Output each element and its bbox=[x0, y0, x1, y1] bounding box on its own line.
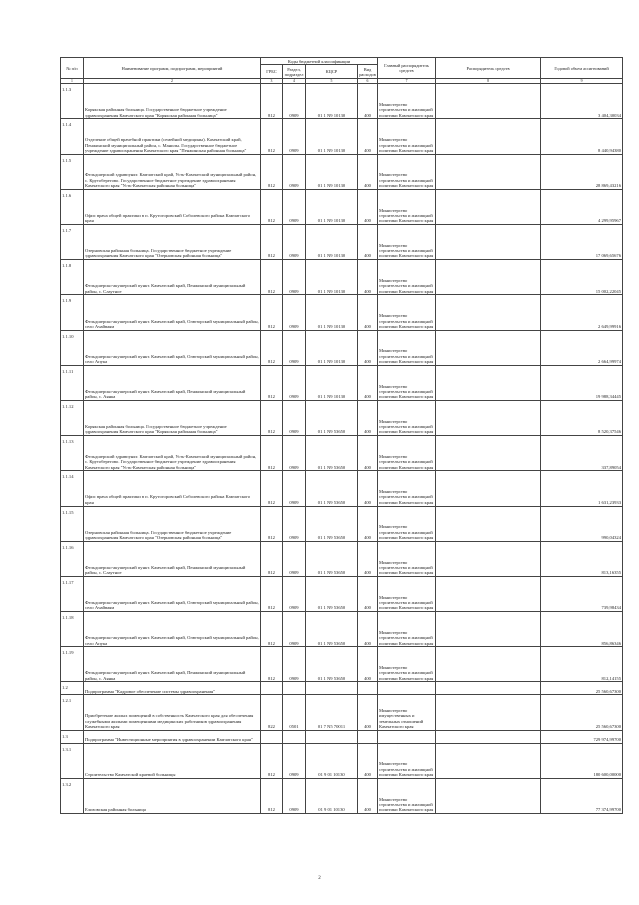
row-rzpr: 0909 bbox=[283, 84, 306, 119]
row-amount: 729 974,99700 bbox=[541, 730, 623, 743]
row-rzpr bbox=[283, 682, 306, 695]
row-grbs: 812 bbox=[261, 743, 283, 778]
row-vr: 400 bbox=[358, 295, 378, 330]
row-vr: 400 bbox=[358, 778, 378, 813]
row-main-manager: Министерство строительства и жилищной политики Камчатского края bbox=[378, 778, 436, 813]
row-main-manager: Министерство строительства и жилищной политики Камчатского края bbox=[378, 154, 436, 189]
table-row bbox=[61, 295, 623, 330]
header-num: № п/п bbox=[61, 58, 84, 79]
header-row-top bbox=[61, 58, 623, 65]
budget-document bbox=[60, 57, 622, 814]
row-number: 1.1.12 bbox=[61, 400, 84, 435]
row-vr: 400 bbox=[358, 84, 378, 119]
row-grbs: 812 bbox=[261, 189, 283, 224]
table-row bbox=[61, 154, 623, 189]
table-row bbox=[61, 330, 623, 365]
row-manager bbox=[436, 612, 541, 647]
row-main-manager: Министерство строительства и жилищной политики Камчатского края bbox=[378, 260, 436, 295]
row-grbs: 822 bbox=[261, 695, 283, 730]
row-name: Фельдшерско-акушерский пункт. Камчатский край, Олюторский муниципальный район, село Апука bbox=[84, 330, 261, 365]
row-name: Фельдшерско-акушерский пункт. Камчатский край, Пенжинский муниципальный район, с. Слаутное bbox=[84, 541, 261, 576]
row-name: Фельдшерско-акушерский пункт. Камчатский край, Олюторский муниципальный район, село Ачайваям bbox=[84, 295, 261, 330]
row-number: 1.1.14 bbox=[61, 471, 84, 506]
row-vr: 400 bbox=[358, 436, 378, 471]
row-manager bbox=[436, 576, 541, 611]
row-kcsr: 01 1 N9 10130 bbox=[306, 330, 358, 365]
row-kcsr: 01 1 N9 10130 bbox=[306, 84, 358, 119]
row-grbs: 812 bbox=[261, 225, 283, 260]
row-grbs: 812 bbox=[261, 119, 283, 154]
row-number: 1.2.1 bbox=[61, 695, 84, 730]
row-manager bbox=[436, 295, 541, 330]
table-row bbox=[61, 436, 623, 471]
row-main-manager: Министерство строительства и жилищной политики Камчатского края bbox=[378, 295, 436, 330]
row-main-manager: Министерство строительства и жилищной политики Камчатского края bbox=[378, 119, 436, 154]
row-name: Озерновская районная больница. Государственное бюджетное учреждение здравоохранения Камчатского края "Озерновская районная больница" bbox=[84, 225, 261, 260]
row-number: 1.1.13 bbox=[61, 436, 84, 471]
row-number: 1.3 bbox=[61, 730, 84, 743]
row-vr bbox=[358, 682, 378, 695]
row-amount: 813,16355 bbox=[541, 541, 623, 576]
row-kcsr: 01 1 N9 10130 bbox=[306, 189, 358, 224]
row-rzpr: 0909 bbox=[283, 778, 306, 813]
index-cell: 9 bbox=[541, 79, 623, 84]
row-vr: 400 bbox=[358, 506, 378, 541]
table-row bbox=[61, 365, 623, 400]
row-number: 1.1.3 bbox=[61, 84, 84, 119]
row-amount: 990,04324 bbox=[541, 506, 623, 541]
row-name: Фельдшерский здравпункт. Камчатский край, Усть-Камчатский муниципальный район, с. Крутоберегово. Государственное бюджетное учреждение здравоохранения Камчатского края "Усть-Камчатская районная больница" bbox=[84, 154, 261, 189]
index-cell: 4 bbox=[283, 79, 306, 84]
row-vr: 400 bbox=[358, 330, 378, 365]
row-main-manager: Министерство строительства и жилищной политики Камчатского края bbox=[378, 647, 436, 682]
row-main-manager: Министерство строительства и жилищной политики Камчатского края bbox=[378, 189, 436, 224]
row-manager bbox=[436, 119, 541, 154]
row-amount: 28 869,43216 bbox=[541, 154, 623, 189]
table-row bbox=[61, 260, 623, 295]
row-vr: 400 bbox=[358, 365, 378, 400]
row-grbs: 812 bbox=[261, 647, 283, 682]
row-name: Отделение общей врачебной практики (семейной медицины). Камчатский край, Пенжинский муниципальный район, с. Манилы. Государственное бюджетное учреждение здравоохранения Камчатского края "Пенжинская районная больница" bbox=[84, 119, 261, 154]
index-cell: 8 bbox=[436, 79, 541, 84]
row-manager bbox=[436, 743, 541, 778]
row-manager bbox=[436, 682, 541, 695]
row-rzpr: 0909 bbox=[283, 436, 306, 471]
row-number: 1.1.17 bbox=[61, 576, 84, 611]
row-grbs: 812 bbox=[261, 612, 283, 647]
row-main-manager: Министерство строительства и жилищной политики Камчатского края bbox=[378, 225, 436, 260]
row-kcsr: 01 1 N9 10130 bbox=[306, 295, 358, 330]
row-rzpr: 0909 bbox=[283, 576, 306, 611]
row-vr: 400 bbox=[358, 154, 378, 189]
row-manager bbox=[436, 506, 541, 541]
row-manager bbox=[436, 695, 541, 730]
row-amount: 25 560,67300 bbox=[541, 695, 623, 730]
row-vr: 400 bbox=[358, 119, 378, 154]
row-kcsr: 01 1 N9 53650 bbox=[306, 471, 358, 506]
row-manager bbox=[436, 154, 541, 189]
row-rzpr: 0909 bbox=[283, 295, 306, 330]
row-kcsr: 01 9 01 10130 bbox=[306, 743, 358, 778]
row-number: 1.2 bbox=[61, 682, 84, 695]
row-main-manager: Министерство строительства и жилищной политики Камчатского края bbox=[378, 84, 436, 119]
row-rzpr: 0909 bbox=[283, 612, 306, 647]
row-kcsr bbox=[306, 682, 358, 695]
row-grbs: 812 bbox=[261, 260, 283, 295]
row-vr: 400 bbox=[358, 743, 378, 778]
header-vr: Вид расходов bbox=[359, 66, 376, 77]
row-manager bbox=[436, 365, 541, 400]
row-rzpr: 0909 bbox=[283, 400, 306, 435]
table-row bbox=[61, 506, 623, 541]
row-number: 1.1.11 bbox=[61, 365, 84, 400]
row-amount: 337,89054 bbox=[541, 436, 623, 471]
row-rzpr: 0501 bbox=[283, 695, 306, 730]
row-number: 1.1.16 bbox=[61, 541, 84, 576]
row-name: Офис врача общей практики в п. Крутогоровский Соболевского района Камчатского края bbox=[84, 471, 261, 506]
row-grbs: 812 bbox=[261, 365, 283, 400]
row-main-manager: Министерство строительства и жилищной политики Камчатского края bbox=[378, 365, 436, 400]
row-vr: 400 bbox=[358, 400, 378, 435]
table-row bbox=[61, 682, 623, 695]
row-amount: 8 520,37546 bbox=[541, 400, 623, 435]
row-kcsr: 01 1 N9 53650 bbox=[306, 612, 358, 647]
row-name: Подпрограмма "Инвестиционные мероприятия в здравоохранении Камчатского края" bbox=[84, 730, 261, 743]
row-amount: 812,14155 bbox=[541, 647, 623, 682]
row-name: Строительство Камчатской краевой больницы bbox=[84, 743, 261, 778]
row-vr: 400 bbox=[358, 189, 378, 224]
table-row bbox=[61, 471, 623, 506]
row-rzpr: 0909 bbox=[283, 154, 306, 189]
row-main-manager: Министерство строительства и жилищной политики Камчатского края bbox=[378, 330, 436, 365]
row-manager bbox=[436, 84, 541, 119]
row-kcsr: 01 1 N9 10130 bbox=[306, 260, 358, 295]
row-name: Офис врача общей практики в п. Крутогоровский Соболевского района Камчатского края bbox=[84, 189, 261, 224]
row-rzpr bbox=[283, 730, 306, 743]
row-manager bbox=[436, 471, 541, 506]
row-number: 1.1.15 bbox=[61, 506, 84, 541]
row-kcsr: 01 1 N9 53650 bbox=[306, 576, 358, 611]
row-name: Озерновская районная больница. Государственное бюджетное учреждение здравоохранения Камчатского края "Озерновская районная больница" bbox=[84, 506, 261, 541]
row-vr: 400 bbox=[358, 695, 378, 730]
row-kcsr: 01 1 N9 53650 bbox=[306, 647, 358, 682]
row-amount: 25 560,67300 bbox=[541, 682, 623, 695]
row-kcsr: 01 1 N9 10130 bbox=[306, 119, 358, 154]
row-name: Фельдшерско-акушерский пункт. Камчатский край, Пенжинский муниципальный район, с. Аянка bbox=[84, 365, 261, 400]
row-name: Елизовская районная больница bbox=[84, 778, 261, 813]
row-grbs: 812 bbox=[261, 576, 283, 611]
row-amount: 2 649,99916 bbox=[541, 295, 623, 330]
row-vr: 400 bbox=[358, 612, 378, 647]
table-body bbox=[61, 84, 623, 814]
row-kcsr: 01 1 N9 53650 bbox=[306, 541, 358, 576]
row-vr: 400 bbox=[358, 576, 378, 611]
row-grbs bbox=[261, 730, 283, 743]
table-row bbox=[61, 400, 623, 435]
header-kcsr: КЦСР bbox=[306, 65, 358, 79]
row-number: 1.1.9 bbox=[61, 295, 84, 330]
row-main-manager: Министерство строительства и жилищной политики Камчатского края bbox=[378, 436, 436, 471]
row-kcsr: 01 7 N5 70011 bbox=[306, 695, 358, 730]
row-number: 1.3.2 bbox=[61, 778, 84, 813]
row-grbs: 812 bbox=[261, 436, 283, 471]
table-row bbox=[61, 84, 623, 119]
row-amount: 8 440,94380 bbox=[541, 119, 623, 154]
row-name: Фельдшерско-акушерский пункт. Камчатский край, Олюторский муниципальный район, село Ачайваям bbox=[84, 576, 261, 611]
header-grbs: ГРБС bbox=[261, 65, 283, 79]
row-vr: 400 bbox=[358, 225, 378, 260]
row-amount: 17 069,65676 bbox=[541, 225, 623, 260]
row-main-manager: Министерство строительства и жилищной политики Камчатского края bbox=[378, 541, 436, 576]
row-kcsr: 01 1 N9 10130 bbox=[306, 225, 358, 260]
row-manager bbox=[436, 436, 541, 471]
row-number: 1.1.4 bbox=[61, 119, 84, 154]
row-number: 1.1.18 bbox=[61, 612, 84, 647]
row-amount: 19 988,34445 bbox=[541, 365, 623, 400]
row-rzpr: 0909 bbox=[283, 119, 306, 154]
row-manager bbox=[436, 541, 541, 576]
row-name: Фельдшерско-акушерский пункт. Камчатский край, Пенжинский муниципальный район, с. Аянка bbox=[84, 647, 261, 682]
row-rzpr: 0909 bbox=[283, 189, 306, 224]
header-manager: Распорядитель средств bbox=[436, 58, 541, 79]
row-main-manager: Министерство строительства и жилищной политики Камчатского края bbox=[378, 506, 436, 541]
row-rzpr: 0909 bbox=[283, 647, 306, 682]
row-rzpr: 0909 bbox=[283, 541, 306, 576]
table-row bbox=[61, 743, 623, 778]
row-number: 1.1.19 bbox=[61, 647, 84, 682]
row-rzpr: 0909 bbox=[283, 330, 306, 365]
row-number: 1.1.7 bbox=[61, 225, 84, 260]
row-vr: 400 bbox=[358, 541, 378, 576]
header-name: Наименование программ, подпрограмм, мероприятий bbox=[84, 58, 261, 79]
row-amount: 4 299,95967 bbox=[541, 189, 623, 224]
row-name: Фельдшерский здравпункт. Камчатский край, Усть-Камчатский муниципальный район, с. Крутоберегово. Государственное бюджетное учреждение здравоохранения Камчатского края "Усть-Камчатская районная больница" bbox=[84, 436, 261, 471]
row-manager bbox=[436, 730, 541, 743]
row-vr bbox=[358, 730, 378, 743]
row-manager bbox=[436, 778, 541, 813]
row-amount: 739,98434 bbox=[541, 576, 623, 611]
table-row bbox=[61, 647, 623, 682]
table-row bbox=[61, 695, 623, 730]
index-cell: 5 bbox=[306, 79, 358, 84]
row-grbs: 812 bbox=[261, 778, 283, 813]
row-grbs: 812 bbox=[261, 471, 283, 506]
row-name: Фельдшерско-акушерский пункт. Камчатский край, Олюторский муниципальный район, село Апука bbox=[84, 612, 261, 647]
table-row bbox=[61, 612, 623, 647]
row-grbs bbox=[261, 682, 283, 695]
index-cell: 3 bbox=[261, 79, 283, 84]
header-annual: Годовой объем ассигнований bbox=[541, 58, 623, 79]
row-number: 1.1.6 bbox=[61, 189, 84, 224]
table-row bbox=[61, 225, 623, 260]
row-grbs: 812 bbox=[261, 506, 283, 541]
budget-table bbox=[60, 57, 623, 814]
row-grbs: 812 bbox=[261, 295, 283, 330]
header-rzpr: Раздел, подраздел bbox=[283, 65, 306, 79]
row-kcsr: 01 1 N9 53650 bbox=[306, 436, 358, 471]
table-row bbox=[61, 576, 623, 611]
row-amount: 180 600,00000 bbox=[541, 743, 623, 778]
row-name: Фельдшерско-акушерский пункт. Камчатский край, Пенжинский муниципальный район, с. Слаутное bbox=[84, 260, 261, 295]
row-name: Корякская районная больница. Государственное бюджетное учреждение здравоохранения Камчатского края "Корякская районная больница" bbox=[84, 84, 261, 119]
row-main-manager: Министерство строительства и жилищной политики Камчатского края bbox=[378, 576, 436, 611]
row-manager bbox=[436, 400, 541, 435]
row-name: Приобретение жилых помещений в собственность Камчатского края для обеспечения служебными жилыми помещениями медицинских работников здравоохранения Камчатского края bbox=[84, 695, 261, 730]
row-grbs: 812 bbox=[261, 84, 283, 119]
index-cell: 2 bbox=[84, 79, 261, 84]
table-row bbox=[61, 189, 623, 224]
table-row bbox=[61, 541, 623, 576]
row-grbs: 812 bbox=[261, 154, 283, 189]
row-number: 1.3.1 bbox=[61, 743, 84, 778]
row-rzpr: 0909 bbox=[283, 225, 306, 260]
row-main-manager: Министерство строительства и жилищной политики Камчатского края bbox=[378, 743, 436, 778]
row-amount: 1 631,23933 bbox=[541, 471, 623, 506]
row-name: Подпрограмма "Кадровое обеспечение системы здравоохранения" bbox=[84, 682, 261, 695]
row-kcsr: 01 1 N9 53650 bbox=[306, 400, 358, 435]
row-rzpr: 0909 bbox=[283, 260, 306, 295]
row-rzpr: 0909 bbox=[283, 365, 306, 400]
row-grbs: 812 bbox=[261, 541, 283, 576]
index-cell: 1 bbox=[61, 79, 84, 84]
row-amount: 2 664,99974 bbox=[541, 330, 623, 365]
row-amount: 77 374,99700 bbox=[541, 778, 623, 813]
row-kcsr: 01 9 01 10130 bbox=[306, 778, 358, 813]
table-row bbox=[61, 730, 623, 743]
row-kcsr: 01 1 N9 53650 bbox=[306, 506, 358, 541]
row-main-manager bbox=[378, 730, 436, 743]
row-manager bbox=[436, 330, 541, 365]
row-kcsr: 01 1 N9 10130 bbox=[306, 154, 358, 189]
row-grbs: 812 bbox=[261, 330, 283, 365]
header-main-manager: Главный распорядитель средств bbox=[378, 58, 436, 79]
index-cell: 6 bbox=[358, 79, 378, 84]
row-main-manager: Министерство строительства и жилищной политики Камчатского края bbox=[378, 400, 436, 435]
table-row bbox=[61, 778, 623, 813]
header-codes: Коды бюджетной классификации bbox=[261, 58, 378, 65]
row-number: 1.1.5 bbox=[61, 154, 84, 189]
row-amount: 3 404,30034 bbox=[541, 84, 623, 119]
page-number: 2 bbox=[318, 876, 321, 881]
row-rzpr: 0909 bbox=[283, 743, 306, 778]
row-manager bbox=[436, 225, 541, 260]
row-manager bbox=[436, 647, 541, 682]
row-main-manager: Министерство имущественных и земельных отношений Камчатского края bbox=[378, 695, 436, 730]
row-vr: 400 bbox=[358, 471, 378, 506]
row-amount: 856,86346 bbox=[541, 612, 623, 647]
table-row bbox=[61, 119, 623, 154]
row-main-manager: Министерство строительства и жилищной политики Камчатского края bbox=[378, 471, 436, 506]
index-cell: 7 bbox=[378, 79, 436, 84]
row-amount: 15 002,22045 bbox=[541, 260, 623, 295]
row-number: 1.1.10 bbox=[61, 330, 84, 365]
row-vr: 400 bbox=[358, 260, 378, 295]
row-main-manager: Министерство строительства и жилищной политики Камчатского края bbox=[378, 612, 436, 647]
row-rzpr: 0909 bbox=[283, 471, 306, 506]
row-name: Корякская районная больница. Государственное бюджетное учреждение здравоохранения Камчатского края "Корякская районная больница" bbox=[84, 400, 261, 435]
row-manager bbox=[436, 189, 541, 224]
row-number: 1.1.8 bbox=[61, 260, 84, 295]
row-rzpr: 0909 bbox=[283, 506, 306, 541]
row-manager bbox=[436, 260, 541, 295]
row-kcsr: 01 1 N9 10130 bbox=[306, 365, 358, 400]
row-kcsr bbox=[306, 730, 358, 743]
row-main-manager bbox=[378, 682, 436, 695]
row-grbs: 812 bbox=[261, 400, 283, 435]
row-vr: 400 bbox=[358, 647, 378, 682]
